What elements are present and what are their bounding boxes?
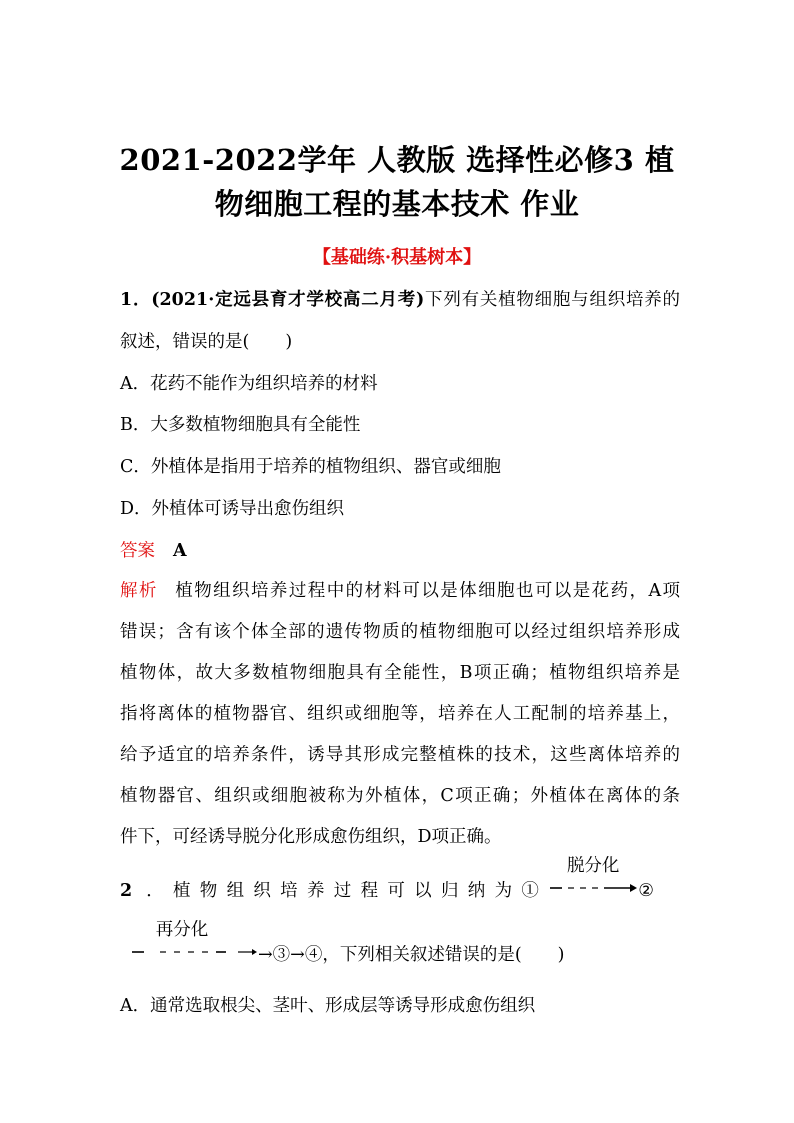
analysis-line-6: 植物器官、组织或细胞被称为外植体，C项正确；外植体在离体的条 — [120, 786, 680, 806]
title-line-2: 物细胞工程的基本技术 作业 — [214, 187, 580, 221]
q2-stem-text-2: →③→④，下列相关叙述错误的是( — [258, 945, 522, 965]
arrow-label-redifferentiation: 再分化 — [155, 920, 209, 940]
redifferentiation-arrow — [120, 920, 258, 960]
q1-stem-line-1 — [120, 288, 680, 312]
analysis-label: 解析 — [120, 581, 158, 601]
q1-stem-text-2: 叙述，错误的是( — [120, 332, 250, 352]
analysis-text-1: 植物组织培养过程中的材料可以是体细胞也可以是花药，A项 — [173, 581, 681, 601]
arrow-label-dedifferentiation: 脱分化 — [566, 856, 620, 876]
circle-2: ② — [638, 881, 654, 901]
analysis-line-1 — [120, 579, 680, 603]
q1-number: 1． — [120, 290, 152, 310]
q2-stem-line-2 — [120, 920, 680, 967]
q2-option-a: A．通常选取根尖、茎叶、形成层等诱导形成愈伤组织 — [120, 996, 536, 1016]
q1-stem-line-2 — [120, 330, 680, 354]
long-arrow-icon — [548, 876, 638, 896]
analysis-line-4: 指将离体的植物器官、组织或细胞等，培养在人工配制的培养基上， — [120, 704, 680, 724]
q1-option-b: B．大多数植物细胞具有全能性 — [120, 415, 361, 435]
q1-option-c: C．外植体是指用于培养的植物组织、器官或细胞 — [120, 457, 501, 477]
analysis-line-5: 给予适宜的培养条件，诱导其形成完整植株的技术，这些离体培养的 — [120, 745, 680, 765]
q1-source: (2021·定远县育才学校高二月考) — [151, 290, 425, 310]
answer-value: A — [173, 541, 187, 561]
title-line-1: 2021-2022学年 人教版 选择性必修3 植 — [119, 143, 675, 177]
q1-option-a: A．花药不能作为组织培养的材料 — [120, 374, 378, 394]
q2-paren-close: ) — [557, 945, 565, 965]
q2-number: 2 — [120, 881, 133, 901]
document-title — [110, 138, 684, 226]
q1-answer — [120, 539, 680, 563]
dedifferentiation-arrow — [548, 856, 638, 896]
q1-option-d: D．外植体可诱导出愈伤组织 — [120, 499, 345, 519]
answer-label: 答案 — [120, 541, 155, 561]
long-arrow-icon — [120, 940, 258, 960]
analysis-line-2: 错误；含有该个体全部的遗传物质的植物细胞可以经过组织培养形成 — [120, 622, 680, 642]
section-heading: 【基础练·积基树本】 — [312, 247, 482, 268]
q1-stem-text: 下列有关植物细胞与组织培养的 — [424, 290, 681, 310]
q2-stem-line-1 — [120, 856, 680, 903]
q1-paren-close: ) — [285, 332, 293, 352]
analysis-line-7: 件下，可经诱导脱分化形成愈伤组织，D项正确。 — [120, 827, 502, 847]
q2-stem-text: ．植物组织培养过程可以归纳为① — [146, 881, 549, 901]
analysis-line-3: 植物体，故大多数植物细胞具有全能性，B项正确；植物组织培养是 — [120, 663, 680, 683]
